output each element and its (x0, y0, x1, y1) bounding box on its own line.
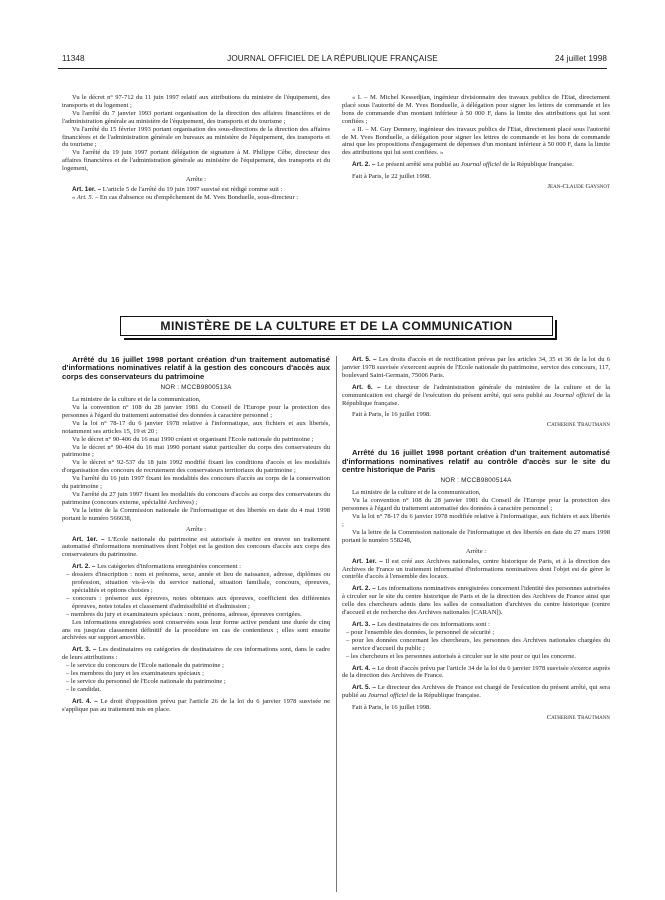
article-text: Les droits d'accès et de rectification prévus par les articles 34, 35 et 36 de la loi du 6 janvier 1978 susvisée s'exercent auprès de l'Ecole nationale du patrimoine, service des concours, 117, boulevard Saint-Germain, 75006 Paris. (342, 356, 611, 379)
visa-paragraph: Vu l'arrêté du 19 juin 1997 portant délégation de signature à M. Philippe Cèbe, directeur des affaires financières et de l'administration générale au ministère de l'équipement, des transports et du logement, (62, 149, 330, 173)
arrete-1-title: Arrêté du 16 juillet 1998 portant création d'un traitement automatisé d'informations nominatives relatif à la gestion des concours d'accès aux corps des conservateurs du patrimoine (62, 355, 330, 381)
article-1 (62, 186, 330, 194)
visa-paragraph: Vu l'arrêté du 7 janvier 1993 portant organisation de la direction des affaires financières et de l'administration générale au ministère de l'équipement, des transports et du tourisme ; (62, 109, 330, 125)
article-3-list (342, 629, 610, 661)
top-left-column (62, 94, 330, 202)
list-item: – membres du jury et examinateurs spéciaux : nom, prénoms, adresse, épreuves corrigées. (66, 610, 302, 618)
arrete-2-title: Arrêté du 16 juillet 1998 portant création d'un traitement automatisé d'informations nominatives relatif au contrôle d'accès sur le site du centre historique de Paris (342, 448, 610, 475)
article-text: de la République française. (409, 692, 481, 700)
article-2-tail: Les informations enregistrées sont conservées sous leur forme active pendant une durée de cinq ans ou jusqu'au classement définitif de la procédure en cas de contentieux ; elles sont ensuite archivées sur support amovible. (62, 618, 330, 642)
article-label: Art. 4. – (72, 697, 98, 705)
article-text: Les destinataires ou catégories de destinataires de ces informations sont, dans le cadre de leurs attributions : (62, 646, 330, 662)
article-3 (62, 646, 330, 662)
list-item: – les chercheurs et les personnes autorisés à circuler sur le site pour ce qui les concerne. (346, 652, 576, 660)
list-item: – le candidat. (66, 685, 102, 693)
list-item: – pour les données concernant les chercheurs, les personnes des Archives nationales chargées du service d'accueil du public ; (346, 636, 610, 652)
article-1 (342, 558, 610, 582)
visa-paragraph: Vu la loi n° 78-17 du 6 janvier 1978 relative à l'informatique, aux fichiers et aux libertés, notamment ses articles 15, 19 et 20 ; (62, 419, 330, 435)
column-divider (336, 356, 337, 892)
article-label: Art. 6. – (352, 383, 381, 391)
list-item: – pour l'ensemble des données, le personnel de sécurité ; (346, 628, 495, 636)
list-item: – le service du concours de l'Ecole nationale du patrimoine ; (66, 662, 224, 670)
list-item: – le service du personnel de l'Ecole nationale du patrimoine ; (66, 677, 226, 685)
article-label: Art. 1er. – (352, 557, 383, 565)
visa-paragraph: Vu le décret n° 90-404 du 16 mai 1990 portant statut particulier du corps des conservateurs du patrimoine ; (62, 443, 330, 459)
arrete-1-article-6 (342, 384, 610, 408)
list-item: – dossiers d'inscription : nom et prénoms, sexe, année et lieu de naissance, adresse, diplômes ou profession, situation vis-à-vis du service national, situation familiale, concours, épreuves, spécialités et options choisies ; (66, 571, 330, 594)
signature: Catherine Trautmann (546, 714, 610, 722)
visa-paragraph: Vu la convention n° 108 du 28 janvier 1981 du Conseil de l'Europe pour la protection des personnes à l'égard du traitement automatisé des données à caractère personnel ; (342, 497, 610, 513)
top-left-visas (62, 94, 330, 173)
fait-a-paris: Fait à Paris, le 22 juillet 1998. (352, 173, 431, 181)
article-text: Les destinataires de ces informations sont : (377, 620, 490, 628)
fait-a-paris: Fait à Paris, le 16 juillet 1998. (352, 704, 431, 712)
ministry-heading: MINISTÈRE DE LA CULTURE ET DE LA COMMUNICATION (120, 316, 553, 336)
article-label: « Art. 5. – (72, 193, 99, 201)
visa-paragraph: La ministre de la culture et de la communication, (352, 489, 481, 497)
fait-a-paris: Fait à Paris, le 16 juillet 1998. (352, 411, 431, 419)
article-label: Art. 5. – (352, 356, 377, 363)
visa-paragraph: Vu la convention n° 108 du 28 janvier 1981 du Conseil de l'Europe pour la protection des personnes à l'égard du traitement automatisé des données à caractère personnel ; (62, 404, 330, 419)
signature: Jean-Claude Gaysnot (547, 183, 610, 191)
article-text: Les catégories d'informations enregistrées concernent : (97, 563, 241, 571)
visa-paragraph: Vu la lettre de la Commission nationale de l'informatique et des libertés en date du 4 mai 1998 portant le numéro 566638, (62, 506, 330, 522)
arrete-label: Arrête : (465, 547, 487, 555)
page-number: 11348 (62, 54, 85, 63)
article-2 (342, 585, 610, 617)
article-label: Art. 5. – (352, 684, 376, 692)
quoted-paragraph: « II. – M. Guy Dennery, ingénieur des travaux publics de l'Etat, directement placé sous l'autorité de M. Yves Bonduelle, a délégation pour signer les lettres de commande et les bons de commande ainsi que les propositions d'engagement de dépenses d'un montant inférieur à 50 000 F, dans la limite des attributions qui lui sont confiées. » (342, 125, 610, 157)
visa-paragraph: Vu l'arrêté du 16 juin 1997 fixant les modalités des concours d'accès au corps de la conservation du patrimoine ; (62, 475, 330, 491)
list-item: – les membres du jury et les examinateurs spéciaux ; (66, 670, 204, 678)
article-text: L'Ecole nationale du patrimoine est autorisée à mettre en œuvre un traitement automatisé d'informations nominatives dont l'objet est la gestion des concours d'accès aux corps des conservateurs du patrimoine. (62, 535, 330, 559)
arrete-2-visas (342, 489, 610, 544)
article-3-list (62, 662, 330, 694)
article-label: Art. 2. – (352, 161, 376, 169)
article-2 (342, 161, 610, 169)
top-right-paragraphs (342, 94, 610, 157)
nor-reference: NOR : MCCB9800514A (440, 477, 512, 485)
header-rule (58, 68, 607, 69)
nor-reference: NOR : MCCB9800513A (160, 384, 232, 392)
journal-name: Journal officiel (367, 692, 409, 700)
article-label: Art. 2. – (72, 563, 96, 571)
article-text: Le directeur de l'administration générale du ministère de la culture et de la communication est chargé de l'exécution du présent arrêté, qui sera publié au (342, 383, 610, 399)
visa-paragraph: Vu la loi n° 78-17 du 6 janvier 1978 modifiée relative à l'informatique, aux fichiers et aux libertés ; (342, 513, 610, 528)
article-text: Le droit d'accès prévu par l'article 34 de la loi du 6 janvier 1978 susvisée s'exerce auprès de la direction des Archives de France. (342, 664, 610, 680)
arrete-label: Arrête : (185, 176, 207, 184)
journal-name: Journal officiel (460, 161, 501, 169)
top-right-column (342, 94, 610, 191)
article-2-list (62, 571, 330, 618)
visa-paragraph: Vu le décret n° 92-537 du 18 juin 1992 modifié fixant les conditions d'accès et les modalités d'organisation des concours de recrutement des conservateurs territoriaux du patrimoine ; (62, 459, 330, 475)
article-2 (62, 563, 330, 571)
list-item: – concours : présence aux épreuves, notes obtenues aux épreuves, coefficient des différentes épreuves, notes totales et classement d'admissibilité et d'admission ; (66, 594, 330, 610)
visa-paragraph: La ministre de la culture et de la communication, (72, 396, 201, 404)
visa-paragraph: Vu le décret n° 97-712 du 11 juin 1997 relatif aux attributions du ministre de l'équipement, des transports et du logement ; (62, 94, 330, 109)
article-label: Art. 3. – (72, 646, 97, 654)
article-text: de la République française. (342, 391, 610, 407)
visa-paragraph: Vu l'arrêté du 15 février 1993 portant organisation des sous-directions de la direction des affaires financières et de l'administration générale en bureaux au ministère de l'équipement, des transports et du tourisme ; (62, 125, 330, 149)
visa-paragraph: Vu l'arrêté du 27 juin 1997 fixant les modalités du concours d'accès au corps des conservateurs du patrimoine (concours externe, spécialité Archives) ; (62, 491, 330, 506)
article-label: Art. 2. – (352, 585, 376, 593)
article-label: Art. 1er. – (72, 185, 102, 193)
journal-name: Journal officiel (553, 391, 595, 399)
article-text: Le directeur des Archives de France est chargé de l'exécution du présent arrêté, qui sera publié au (342, 684, 610, 700)
article-4 (342, 665, 610, 681)
signature: Catherine Trautmann (546, 421, 610, 429)
article-3 (342, 621, 610, 629)
article-text: L'article 5 de l'arrêté du 19 juin 1997 susvisé est rédigé comme suit : (102, 185, 283, 193)
article-text: En cas d'absence ou d'empêchement de M. Yves Bonduelle, sous-directeur : (99, 193, 299, 201)
page-header (58, 54, 607, 68)
journal-title: JOURNAL OFFICIEL DE LA RÉPUBLIQUE FRANÇAISE (227, 54, 438, 63)
article-text: Le droit d'opposition prévu par l'article 26 de la loi du 6 janvier 1978 susvisée ne s'applique pas au traitement mis en place. (62, 697, 330, 713)
visa-paragraph: Vu la lettre de la Commission nationale de l'informatique et des libertés en date du 27 mars 1998 portant le numéro 558248, (342, 528, 610, 544)
article-label: Art. 3. – (352, 620, 376, 628)
arrete-1-article-5 (342, 356, 610, 380)
article-label: Art. 4. – (352, 664, 376, 672)
visa-paragraph: Vu le décret n° 90-406 du 16 mai 1990 créant et organisant l'Ecole nationale du patrimoine ; (72, 435, 314, 443)
article-text: Il est créé aux Archives nationales, centre historique de Paris, et à la direction des Archives de France un traitement informatisé d'informations nominatives dont l'objet est de gérer le contrôle d'accès à l'ensemble des locaux. (342, 557, 610, 581)
arrete-label: Arrête : (185, 525, 207, 533)
article-5-quote (62, 194, 330, 202)
article-1 (62, 536, 330, 560)
article-label: Art. 1er. – (72, 535, 105, 543)
arrete-1-visas (62, 396, 330, 523)
issue-date: 24 juillet 1998 (554, 54, 607, 63)
arrete-1-column (62, 356, 330, 714)
article-text: Le présent arrêté sera publié au (377, 161, 460, 169)
article-text: de la République française. (502, 161, 574, 169)
article-5 (342, 684, 610, 700)
article-4 (62, 698, 330, 714)
quoted-paragraph: « I. – M. Michel Kessedjian, ingénieur divisionnaire des travaux publics de l'Etat, directement placé sous l'autorité de M. Yves Bonduelle, à délégation pour signer les lettres de commande et les bons de commande d'un montant inférieur à 50 000 F, dans la limite des attributions qui lui sont confiées ; (342, 94, 610, 125)
article-text: Les informations nominatives enregistrées concernent l'identité des personnes autorisées à circuler sur le site du centre historique de Paris et de la direction des Archives de France ainsi que celle des chercheurs admis dans les salles de consultation d'archives du centre historique (centre d'accueil et de recherche des Archives nationales [CARAN]). (342, 585, 610, 617)
arrete-2-column (342, 356, 610, 722)
